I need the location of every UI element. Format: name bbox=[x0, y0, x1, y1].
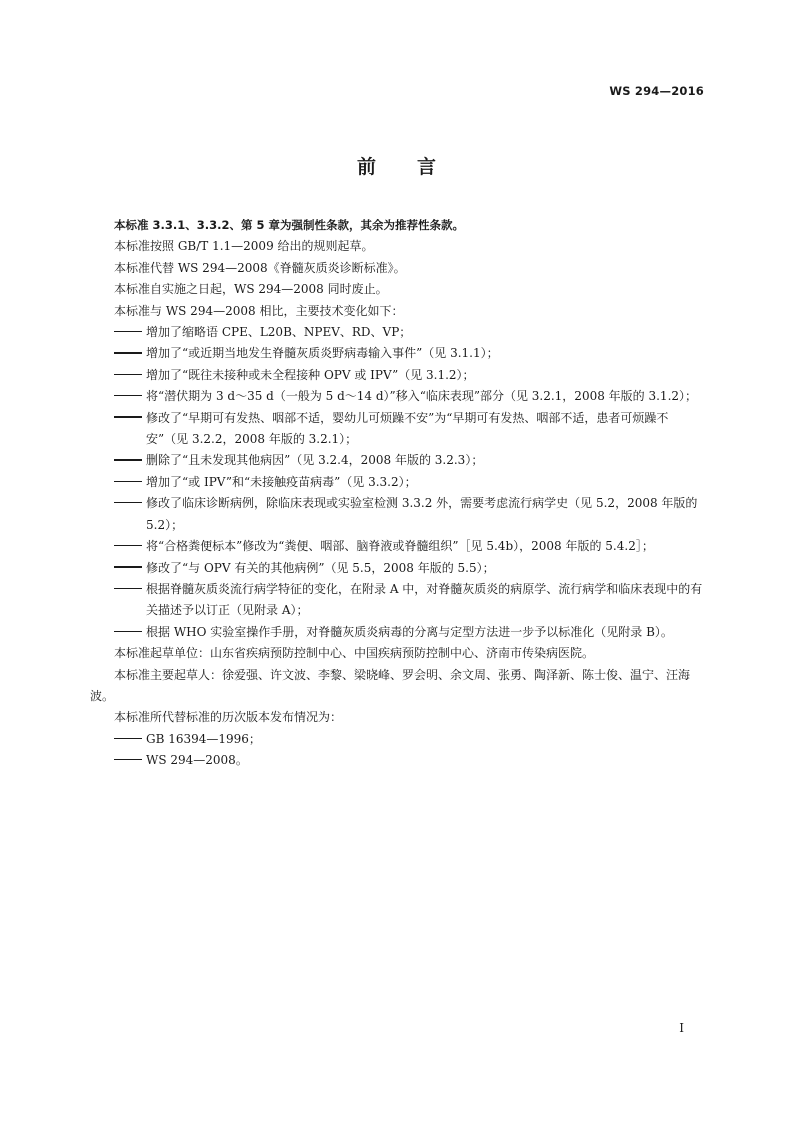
change-item bbox=[90, 343, 710, 364]
drafters-paragraph: 本标准主要起草人：徐爱强、许文波、李黎、梁晓峰、罗会明、余文周、张勇、陶泽新、陈士俊、温宁、汪海波。 bbox=[90, 667, 691, 703]
change-item-text: 修改了临床诊断病例，除临床表现或实验室检测 3.3.2 外，需要考虑流行病学史（见 5.2，2008 年版的 5.2）； bbox=[146, 496, 698, 532]
mandatory-clause-note: 本标准 3.3.1、3.3.2、第 5 章为强制性条款，其余为推荐性条款。 bbox=[114, 218, 464, 232]
drafting-rules-paragraph: 本标准按照 GB/T 1.1—2009 给出的规则起草。 bbox=[114, 239, 374, 254]
change-item-text: 增加了“或近期当地发生脊髓灰质炎野病毒输入事件”（见 3.1.1）； bbox=[146, 346, 499, 361]
change-item bbox=[90, 386, 710, 407]
foreword-body bbox=[90, 215, 710, 772]
change-item-text: 根据 WHO 实验室操作手册，对脊髓灰质炎病毒的分离与定型方法进一步予以标准化（见附录 B）。 bbox=[146, 624, 673, 639]
change-item bbox=[90, 472, 710, 493]
history-intro-paragraph: 本标准所代替标准的历次版本发布情况为： bbox=[114, 710, 343, 725]
abolish-paragraph: 本标准自实施之日起，WS 294—2008 同时废止。 bbox=[114, 282, 388, 297]
change-item bbox=[90, 365, 710, 386]
history-item-text: WS 294—2008。 bbox=[146, 753, 248, 768]
standard-code: WS 294—2016 bbox=[609, 84, 704, 98]
changes-intro-paragraph: 本标准与 WS 294—2008 相比，主要技术变化如下： bbox=[114, 303, 404, 318]
change-item-text: 修改了“早期可有发热、咽部不适，婴幼儿可烦躁不安”为“早期可有发热、咽部不适，患者可烦躁不安”（见 3.2.2，2008 年版的 3.2.1）； bbox=[146, 410, 669, 447]
dash-mark bbox=[114, 472, 146, 493]
dash-mark bbox=[114, 536, 146, 557]
drafting-unit-paragraph: 本标准起草单位：山东省疾病预防控制中心、中国疾病预防控制中心、济南市传染病医院。 bbox=[114, 646, 595, 661]
dash-mark bbox=[114, 386, 146, 407]
change-item-text: 删除了“且未发现其他病因”（见 3.2.4，2008 年版的 3.2.3）； bbox=[146, 453, 484, 468]
dash-mark bbox=[114, 343, 146, 364]
dash-mark bbox=[114, 729, 146, 750]
history-item bbox=[90, 750, 710, 771]
history-item bbox=[90, 729, 710, 750]
dash-mark bbox=[114, 558, 146, 579]
change-item bbox=[90, 322, 710, 343]
change-item bbox=[90, 622, 710, 643]
dash-mark bbox=[114, 365, 146, 386]
replaces-paragraph: 本标准代替 WS 294—2008《脊髓灰质炎诊断标准》。 bbox=[114, 260, 406, 275]
change-item bbox=[90, 579, 710, 622]
change-item bbox=[90, 450, 710, 471]
dash-mark bbox=[114, 322, 146, 343]
dash-mark bbox=[114, 408, 146, 429]
page-title-part1: 前 bbox=[356, 156, 377, 178]
change-item-text: 增加了缩略语 CPE、L20B、NPEV、RD、VP； bbox=[146, 325, 412, 340]
change-item-text: 将“潜伏期为 3 d～35 d（一般为 5 d～14 d）”移入“临床表现”部分（见 3.2.1，2008 年版的 3.1.2）； bbox=[146, 389, 698, 404]
dash-mark bbox=[114, 750, 146, 771]
history-item-text: GB 16394—1996； bbox=[146, 731, 261, 746]
page-number: I bbox=[679, 1021, 684, 1035]
dash-mark bbox=[114, 450, 146, 471]
dash-mark bbox=[114, 493, 146, 514]
dash-mark bbox=[114, 579, 146, 600]
change-item-text: 增加了“或 IPV”和“未接触疫苗病毒”（见 3.3.2）； bbox=[146, 474, 417, 489]
change-item bbox=[90, 536, 710, 557]
change-item bbox=[90, 408, 710, 451]
page-title bbox=[0, 152, 794, 179]
change-item bbox=[90, 558, 710, 579]
change-item-text: 修改了“与 OPV 有关的其他病例”（见 5.5，2008 年版的 5.5）； bbox=[146, 560, 495, 575]
dash-mark bbox=[114, 622, 146, 643]
change-item bbox=[90, 493, 710, 536]
change-item-text: 将“合格粪便标本”修改为“粪便、咽部、脑脊液或脊髓组织”［见 5.4b），2008 年版的 5.4.2］； bbox=[146, 539, 654, 554]
page-title-part2: 言 bbox=[417, 156, 438, 178]
change-item-text: 根据脊髓灰质炎流行病学特征的变化，在附录 A 中，对脊髓灰质炎的病原学、流行病学和临床表现中的有关描述予以订正（见附录 A）； bbox=[146, 581, 703, 618]
change-item-text: 增加了“既往未接种或未全程接种 OPV 或 IPV”（见 3.1.2）； bbox=[146, 367, 475, 382]
